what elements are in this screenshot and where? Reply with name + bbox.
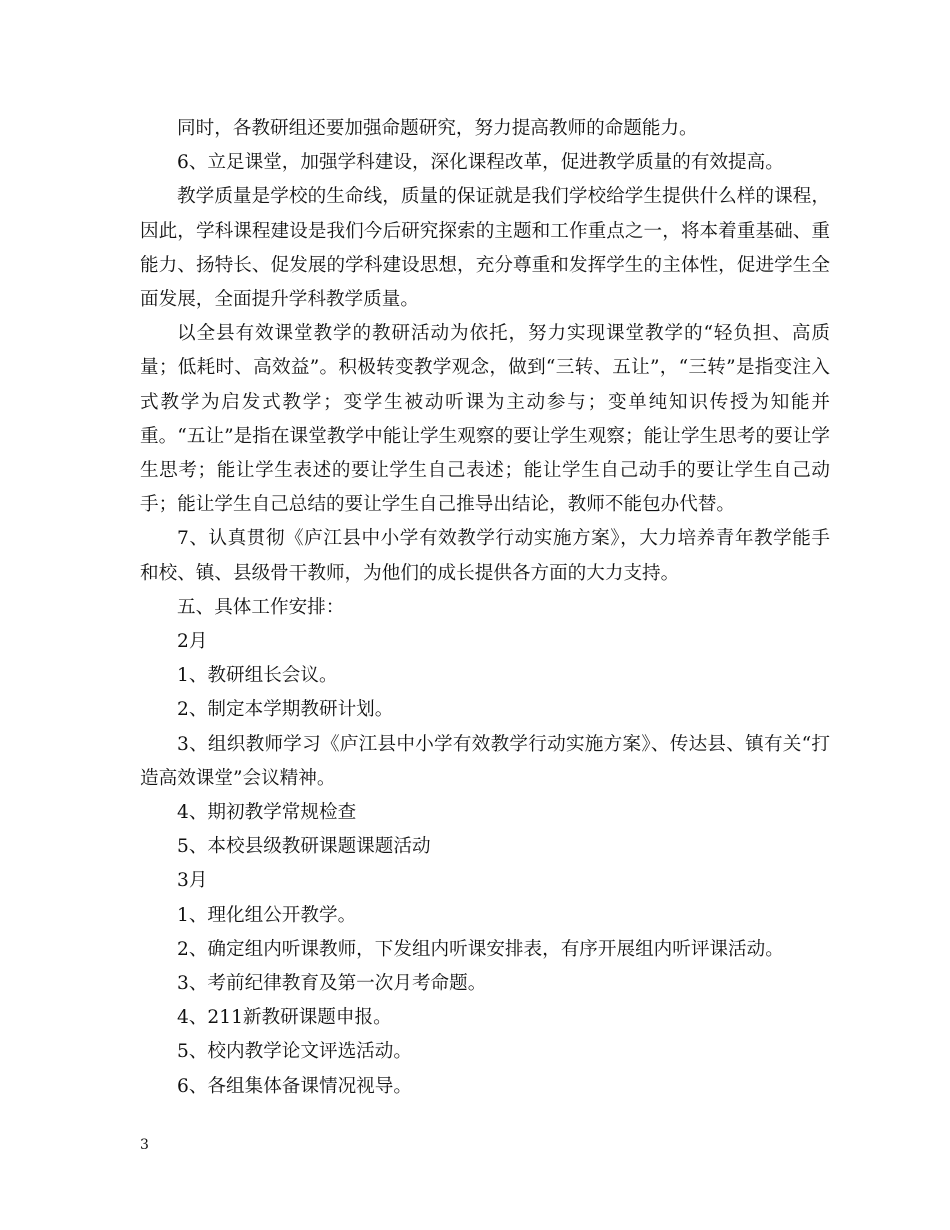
- paragraph-item-7: 7、认真贯彻《庐江县中小学有效教学行动实施方案》，大力培养青年教学能手和校、镇、县级骨干教师，为他们的成长提供各方面的大力支持。: [140, 528, 830, 584]
- paragraph-effective-classroom: 以全县有效课堂教学的教研活动为依托，努力实现课堂教学的“轻负担、高质量；低耗时、高效益”。积极转变教学观念，做到“三转、五让”，“三转”是指变注入式教学为启发式教学；变学生被动听课为主动参与；变单纯知识传授为知能并重。“五让”是指在课堂教学中能让学生观察的要让学生观察；能让学生思考的要让学生思考；能让学生表述的要让学生自己表述；能让学生自己动手的要让学生自己动手；能让学生自己总结的要让学生自己推导出结论，教师不能包办代替。: [140, 323, 830, 516]
- paragraph-question-research: 同时，各教研组还要加强命题研究，努力提高教师的命题能力。: [177, 118, 698, 139]
- list-item: 1、理化组公开教学。: [177, 904, 357, 926]
- list-item: 3、考前纪律教育及第一次月考命题。: [177, 973, 487, 995]
- list-item: 6、各组集体备课情况视导。: [177, 1075, 412, 1097]
- list-item: 4、211新教研课题申报。: [177, 1007, 392, 1029]
- list-item: 4、期初教学常规检查: [177, 802, 357, 824]
- month-heading-march: 3月: [177, 870, 208, 892]
- list-item: 2、确定组内听课教师，下发组内听课安排表，有序开展组内听评课活动。: [177, 938, 784, 960]
- month-heading-february: 2月: [177, 631, 208, 653]
- section-heading-work-schedule: 五、具体工作安排：: [177, 596, 345, 618]
- list-item: 5、本校县级教研课题课题活动: [177, 836, 431, 858]
- document-body: [140, 112, 830, 1104]
- paragraph-teaching-quality: 教学质量是学校的生命线，质量的保证就是我们学校给学生提供什么样的课程，因此，学科课程建设是我们今后研究探索的主题和工作重点之一，将本着重基础、重能力、扬特长、促发展的学科建设思想，充分尊重和发挥学生的主体性，促进学生全面发展，全面提升学科教学质量。: [140, 186, 830, 311]
- paragraph-item-6: 6、立足课堂，加强学科建设，深化课程改革，促进教学质量的有效提高。: [177, 152, 784, 174]
- list-item: 5、校内教学论文评选活动。: [177, 1041, 412, 1063]
- page-number: 3: [140, 1137, 149, 1153]
- list-item: 2、制定本学期教研计划。: [177, 699, 394, 721]
- list-item: 1、教研组长会议。: [177, 665, 338, 687]
- list-item: 3、组织教师学习《庐江县中小学有效教学行动实施方案》、传达县、镇有关“打造高效课堂”会议精神。: [140, 733, 830, 789]
